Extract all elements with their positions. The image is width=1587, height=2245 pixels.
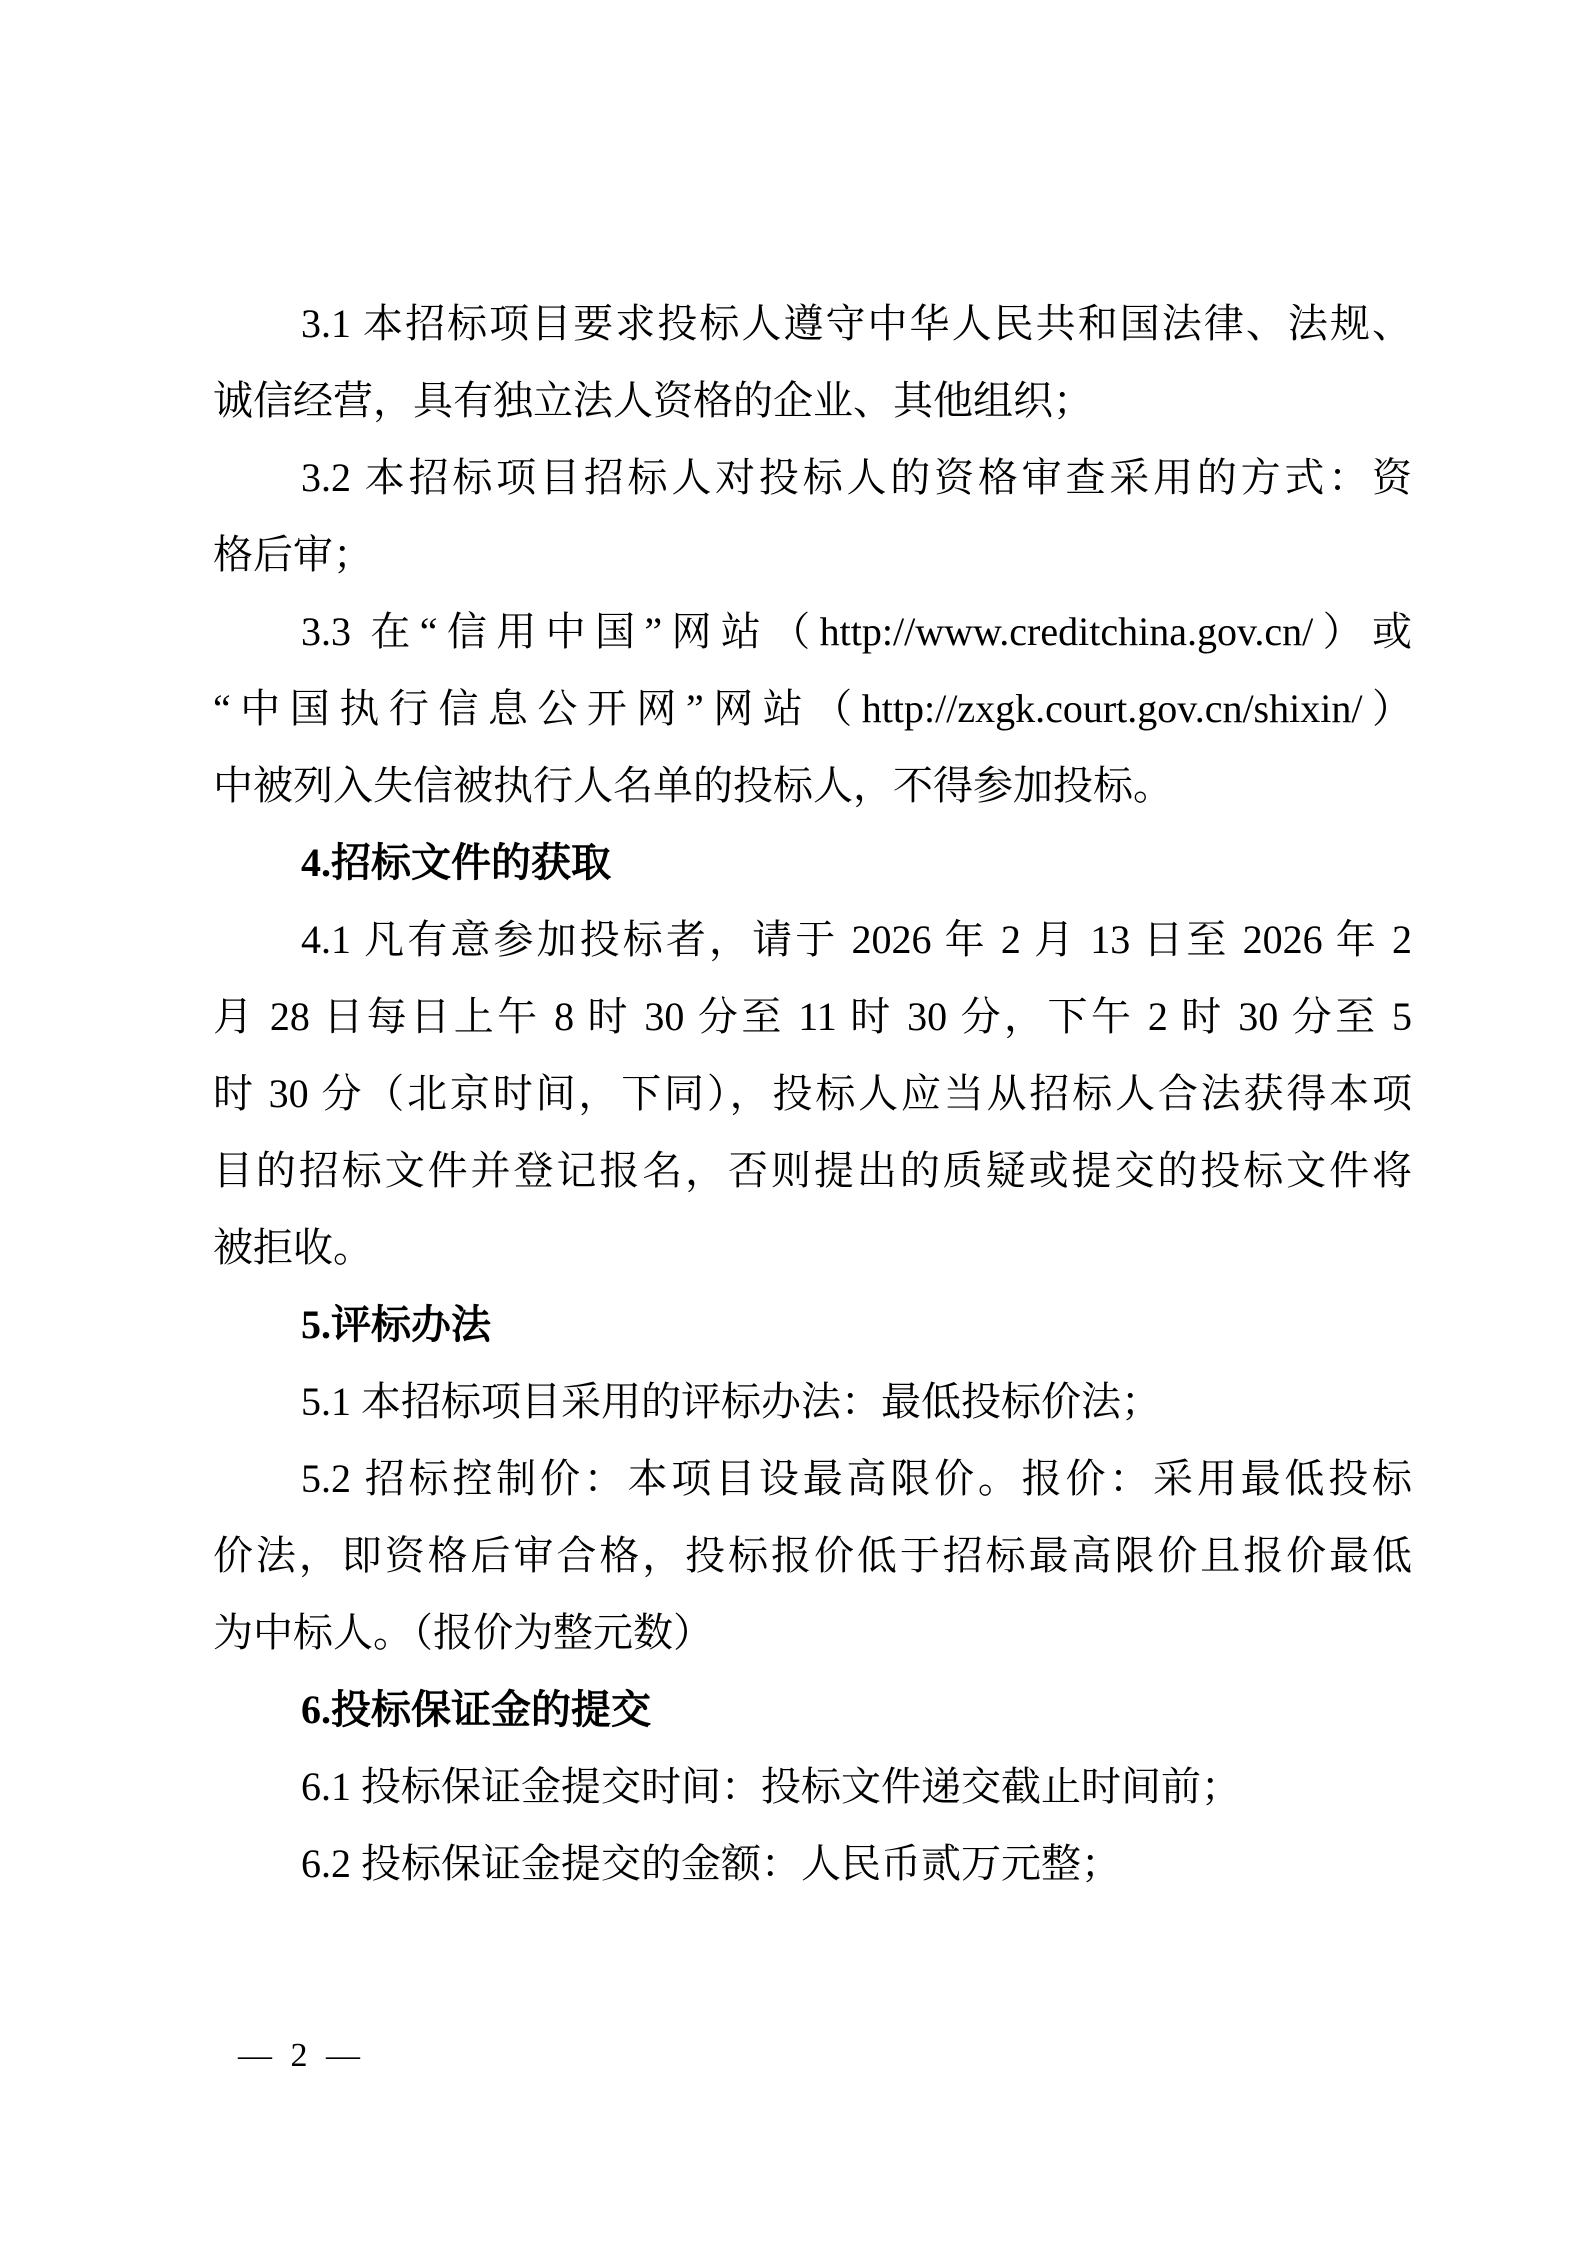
document-body [213,285,1412,1902]
doc-line-6-2: 6.2 投标保证金提交的金额：人民币贰万元整； [301,1841,1121,1886]
doc-line-3-2-cont: 格后审； [213,532,373,577]
doc-line-5-2: 5.2 招标控制价：本项目设最高限价。报价：采用最低投标 [301,1456,1412,1501]
doc-line-5-1: 5.1 本招标项目采用的评标办法：最低投标价法； [301,1379,1161,1424]
section-heading-bid-document-obtaining: 4.招标文件的获取 [301,840,611,885]
doc-line-4-1-cont-1: 月 28 日每日上午 8 时 30 分至 11 时 30 分，下午 2 时 30 分至 5 [213,994,1412,1039]
section-heading-evaluation-method: 5.评标办法 [301,1302,491,1347]
doc-line-3-2: 3.2 本招标项目招标人对投标人的资格审查采用的方式：资 [301,455,1412,500]
page-number: — 2 — [238,2037,365,2074]
doc-line-3-3: 3.3 在“信用中国”网站（http://www.creditchina.gov.cn/）或 [301,609,1412,654]
doc-line-4-1: 4.1 凡有意参加投标者，请于 2026 年 2 月 13 日至 2026 年 2 [301,917,1412,962]
doc-line-3-1-cont: 诚信经营，具有独立法人资格的企业、其他组织； [213,378,1093,423]
doc-line-4-1-cont-2: 时 30 分（北京时间，下同），投标人应当从招标人合法获得本项 [213,1071,1412,1116]
doc-line-4-1-cont-3: 目的招标文件并登记报名，否则提出的质疑或提交的投标文件将 [213,1148,1412,1193]
doc-line-3-3-cont-1: “中国执行信息公开网”网站（http://zxgk.court.gov.cn/shixin/） [213,686,1412,731]
doc-line-4-1-cont-4: 被拒收。 [213,1225,373,1270]
doc-line-3-3-cont-2: 中被列入失信被执行人名单的投标人，不得参加投标。 [213,763,1173,808]
doc-line-6-1: 6.1 投标保证金提交时间：投标文件递交截止时间前； [301,1764,1241,1809]
doc-line-5-2-cont-1: 价法，即资格后审合格，投标报价低于招标最高限价且报价最低 [213,1533,1412,1578]
doc-line-5-2-cont-2: 为中标人。（报价为整元数） [213,1610,713,1655]
doc-line-3-1: 3.1 本招标项目要求投标人遵守中华人民共和国法律、法规、 [301,301,1412,346]
section-heading-bid-security-submission: 6.投标保证金的提交 [301,1687,651,1732]
